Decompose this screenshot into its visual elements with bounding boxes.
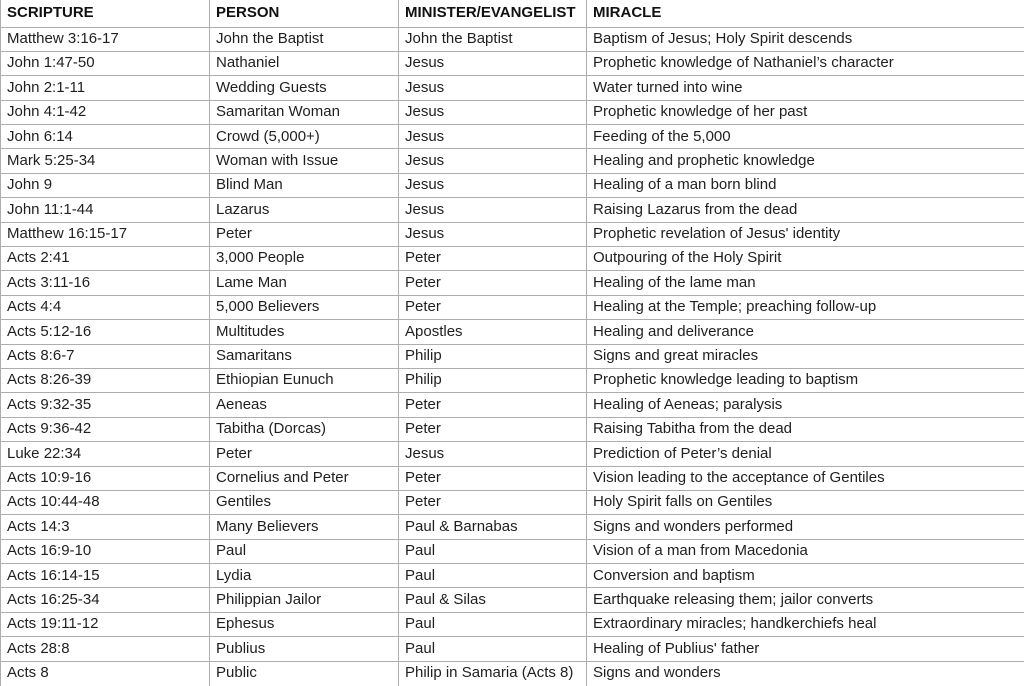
table-header-row: [1, 0, 1024, 27]
table-row: [1, 466, 1024, 490]
table-cell: Jesus: [399, 442, 587, 466]
table-row: [1, 100, 1024, 124]
table-cell: Water turned into wine: [587, 76, 1024, 100]
table-cell: Lydia: [210, 564, 399, 588]
table-cell: Peter: [399, 247, 587, 271]
table-row: [1, 173, 1024, 197]
table-cell: Acts 8: [1, 661, 210, 685]
table-row: [1, 661, 1024, 685]
table-cell: 3,000 People: [210, 247, 399, 271]
table-body: [1, 27, 1024, 686]
table-cell: Blind Man: [210, 173, 399, 197]
column-header-miracle: MIRACLE: [587, 0, 1024, 27]
table-row: [1, 515, 1024, 539]
table-row: [1, 442, 1024, 466]
column-header-minister-evangelist: MINISTER/EVANGELIST: [399, 0, 587, 27]
table-cell: Acts 14:3: [1, 515, 210, 539]
table-cell: Lazarus: [210, 198, 399, 222]
table-cell: Outpouring of the Holy Spirit: [587, 247, 1024, 271]
table-cell: Prophetic knowledge of her past: [587, 100, 1024, 124]
table-row: [1, 198, 1024, 222]
table-cell: Jesus: [399, 100, 587, 124]
table-cell: Tabitha (Dorcas): [210, 417, 399, 441]
table-cell: Prophetic knowledge of Nathaniel’s character: [587, 51, 1024, 75]
table-cell: Woman with Issue: [210, 149, 399, 173]
table-cell: Healing of Publius' father: [587, 637, 1024, 661]
table-cell: Raising Lazarus from the dead: [587, 198, 1024, 222]
table-cell: Holy Spirit falls on Gentiles: [587, 490, 1024, 514]
table-cell: Acts 16:14-15: [1, 564, 210, 588]
table-cell: Acts 2:41: [1, 247, 210, 271]
table-row: [1, 344, 1024, 368]
table-cell: Luke 22:34: [1, 442, 210, 466]
table-cell: Peter: [399, 295, 587, 319]
table-row: [1, 295, 1024, 319]
table-cell: Jesus: [399, 173, 587, 197]
table-cell: Matthew 16:15-17: [1, 222, 210, 246]
table-cell: Crowd (5,000+): [210, 125, 399, 149]
table-cell: Nathaniel: [210, 51, 399, 75]
table-cell: Gentiles: [210, 490, 399, 514]
table-row: [1, 564, 1024, 588]
table-header: [1, 0, 1024, 27]
table-cell: Acts 19:11-12: [1, 612, 210, 636]
table-cell: Jesus: [399, 149, 587, 173]
table-cell: Prediction of Peter’s denial: [587, 442, 1024, 466]
table-cell: Paul: [399, 539, 587, 563]
table-cell: Cornelius and Peter: [210, 466, 399, 490]
table-cell: Philip in Samaria (Acts 8): [399, 661, 587, 685]
table-cell: Aeneas: [210, 393, 399, 417]
table-cell: John the Baptist: [399, 27, 587, 51]
table-cell: Extraordinary miracles; handkerchiefs heal: [587, 612, 1024, 636]
table-row: [1, 393, 1024, 417]
table-cell: Healing of a man born blind: [587, 173, 1024, 197]
table-cell: Prophetic revelation of Jesus' identity: [587, 222, 1024, 246]
table-cell: Raising Tabitha from the dead: [587, 417, 1024, 441]
table-cell: Samaritans: [210, 344, 399, 368]
table-row: [1, 490, 1024, 514]
table-cell: Samaritan Woman: [210, 100, 399, 124]
table-row: [1, 539, 1024, 563]
table-cell: Paul: [399, 612, 587, 636]
table-cell: Peter: [399, 490, 587, 514]
table-cell: Multitudes: [210, 320, 399, 344]
table-cell: Paul & Barnabas: [399, 515, 587, 539]
table-row: [1, 76, 1024, 100]
table-cell: Philip: [399, 344, 587, 368]
column-header-scripture: SCRIPTURE: [1, 0, 210, 27]
table-cell: Peter: [210, 222, 399, 246]
table-cell: Jesus: [399, 222, 587, 246]
table-cell: Wedding Guests: [210, 76, 399, 100]
table-cell: Acts 5:12-16: [1, 320, 210, 344]
table-row: [1, 27, 1024, 51]
table-cell: Healing of Aeneas; paralysis: [587, 393, 1024, 417]
table-row: [1, 149, 1024, 173]
table-cell: Feeding of the 5,000: [587, 125, 1024, 149]
table-cell: Jesus: [399, 76, 587, 100]
table-cell: Ephesus: [210, 612, 399, 636]
table-cell: Acts 4:4: [1, 295, 210, 319]
table-cell: Ethiopian Eunuch: [210, 368, 399, 392]
table-cell: Signs and wonders: [587, 661, 1024, 685]
table-cell: Acts 28:8: [1, 637, 210, 661]
table-cell: Conversion and baptism: [587, 564, 1024, 588]
table-cell: Jesus: [399, 51, 587, 75]
table-cell: Acts 3:11-16: [1, 271, 210, 295]
table-cell: Acts 16:9-10: [1, 539, 210, 563]
table-cell: Peter: [399, 393, 587, 417]
table-cell: Paul & Silas: [399, 588, 587, 612]
table-cell: Acts 10:44-48: [1, 490, 210, 514]
table-cell: Paul: [399, 637, 587, 661]
table-cell: Acts 9:36-42: [1, 417, 210, 441]
table-cell: John 6:14: [1, 125, 210, 149]
table-cell: Earthquake releasing them; jailor converts: [587, 588, 1024, 612]
table-cell: Philip: [399, 368, 587, 392]
table-cell: Public: [210, 661, 399, 685]
table-cell: Jesus: [399, 125, 587, 149]
table-row: [1, 417, 1024, 441]
table-cell: Acts 16:25-34: [1, 588, 210, 612]
table-cell: Peter: [399, 417, 587, 441]
table-row: [1, 51, 1024, 75]
table-cell: Healing and deliverance: [587, 320, 1024, 344]
table-cell: John 4:1-42: [1, 100, 210, 124]
table-cell: Acts 9:32-35: [1, 393, 210, 417]
table-cell: Publius: [210, 637, 399, 661]
table-cell: Vision leading to the acceptance of Gentiles: [587, 466, 1024, 490]
table-cell: Mark 5:25-34: [1, 149, 210, 173]
table-cell: Healing at the Temple; preaching follow-up: [587, 295, 1024, 319]
table-cell: Lame Man: [210, 271, 399, 295]
table-cell: Jesus: [399, 198, 587, 222]
table-cell: Signs and great miracles: [587, 344, 1024, 368]
table-cell: John 9: [1, 173, 210, 197]
table-cell: Acts 8:26-39: [1, 368, 210, 392]
table-cell: John 11:1-44: [1, 198, 210, 222]
table-row: [1, 637, 1024, 661]
table-cell: Healing of the lame man: [587, 271, 1024, 295]
table-row: [1, 320, 1024, 344]
table-cell: Vision of a man from Macedonia: [587, 539, 1024, 563]
table-cell: Acts 8:6-7: [1, 344, 210, 368]
table-row: [1, 125, 1024, 149]
table-cell: Peter: [210, 442, 399, 466]
table-cell: Prophetic knowledge leading to baptism: [587, 368, 1024, 392]
table-row: [1, 222, 1024, 246]
table-cell: Matthew 3:16-17: [1, 27, 210, 51]
table-row: [1, 368, 1024, 392]
table-cell: John 2:1-11: [1, 76, 210, 100]
table-cell: Paul: [210, 539, 399, 563]
table-cell: 5,000 Believers: [210, 295, 399, 319]
table-cell: Acts 10:9-16: [1, 466, 210, 490]
table-cell: Peter: [399, 466, 587, 490]
table-cell: Healing and prophetic knowledge: [587, 149, 1024, 173]
table-row: [1, 612, 1024, 636]
table-cell: Apostles: [399, 320, 587, 344]
table-cell: Signs and wonders performed: [587, 515, 1024, 539]
table-row: [1, 271, 1024, 295]
table-cell: John the Baptist: [210, 27, 399, 51]
table-cell: Philippian Jailor: [210, 588, 399, 612]
table-cell: Baptism of Jesus; Holy Spirit descends: [587, 27, 1024, 51]
table-cell: Paul: [399, 564, 587, 588]
table-row: [1, 247, 1024, 271]
table-cell: Many Believers: [210, 515, 399, 539]
table-row: [1, 588, 1024, 612]
table-cell: Peter: [399, 271, 587, 295]
table-cell: John 1:47-50: [1, 51, 210, 75]
column-header-person: PERSON: [210, 0, 399, 27]
